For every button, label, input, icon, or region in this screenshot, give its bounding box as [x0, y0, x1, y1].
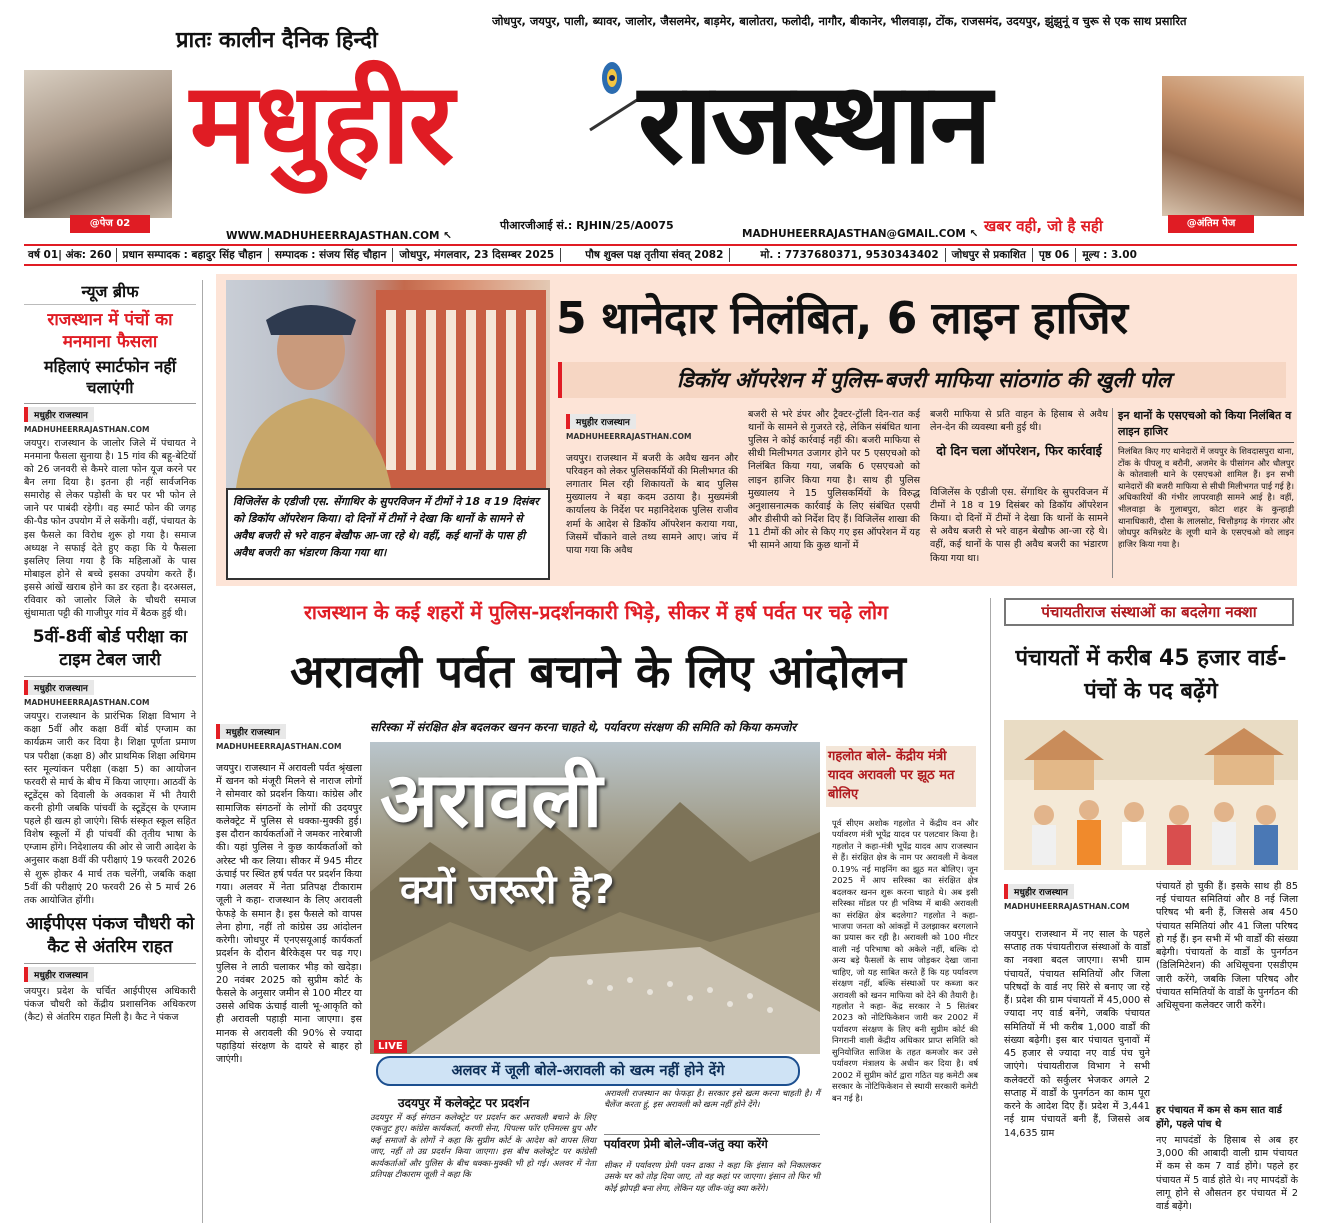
lead-col-divider: [1112, 408, 1113, 578]
gehlot-headline: गहलोत बोले- केंद्रीय मंत्री यादव अरावली पर झूठ मत बोलिए: [826, 746, 976, 807]
lead-byline: मधुहीर राजस्थान MADHUHEERRAJASTHAN.COM: [566, 414, 736, 441]
julie-quote: अरावली राजस्थान का फेफड़ा है। सरकार इसे खत्म करना चाहती है। मैं चैलेंज करता हूं, इस अरावली को खत्म नहीं होने देंगे।: [604, 1088, 820, 1110]
lead-col3-heading: दो दिन चला ऑपरेशन, फिर कार्रवाई: [936, 443, 1102, 458]
story2-byline: मधुहीर राजस्थान MADHUHEERRAJASTHAN.COM: [24, 676, 196, 707]
info-bar: [24, 244, 1297, 266]
story1-byline: मधुहीर राजस्थान MADHUHEERRAJASTHAN.COM: [24, 403, 196, 434]
published-from: जोधपुर से प्रकाशित: [946, 248, 1033, 262]
lead-photo-caption: विजिलेंस के एडीजी एस. सेंगाथिर के सुपरविजन में टीमों ने 18 व 19 दिसंबर को डिकॉय ऑपरेशन किया। दो दिनों में टीमों ने देखा कि थानों के सामने से अवैध बजरी से भरे वाहन बेखौफ आ-जा रहे थे। वहीं, कई थानों के पास ही अवैध बजरी का भंडारण किया गया था।: [226, 488, 550, 580]
issue-number: वर्ष 01| अंक: 260: [24, 248, 117, 262]
panchayat-byline: मधुहीर राजस्थान MADHUHEERRAJASTHAN.COM: [1004, 884, 1150, 911]
story1-body: जयपुर। राजस्थान के जालोर जिले में पंचायत ने मनमाना फैसला सुनाया है। 15 गांव की बहू-बेटियों को 26 जनवरी से कैमरे वाला फोन यूज करने पर बैन लगा दिया है। इतना ही नहीं सार्वजनिक समारोह से लेकर पड़ोसी के घर पर भी फोन ले जाने पर पाबंदी रहेगी। वह स्मार्ट फोन की जगह की-पैड फोन उपयोग में ले सकेंगी। वहीं, पंचायत के इस फैसले का विरोध शुरू हो गया है। समाज अध्यक्ष ने सफाई देते हुए कहा कि ये फैसला इसलिए लिया गया है कि महिलाओं के पास मोबाइल होने से बच्चे इसका उपयोग करते हैं। इससे आंखें खराब होने का डर रहता है। दरअसल, रविवार को जालोर जिले के चौधरी समाज सुंधामाता पट्टी की गाजीपुर गांव में बैठक हुई थी।: [24, 437, 196, 620]
lead-photo: [226, 280, 550, 488]
lead-col3-body: विजिलेंस के एडीजी एस. सेंगाथिर के सुपरविजन में टीमों ने 18 व 19 दिसंबर को डिकॉय ऑपरेशन किया। दो दिनों में टीमों ने देखा कि थानों के सामने से अवैध बजरी से भरे वाहन बेखौफ आ-जा रहे थे। वहीं, कई थानों के पास ही अवैध बजरी का भंडारण किया गया था।: [930, 487, 1108, 564]
aravali-byline: मधुहीर राजस्थान MADHUHEERRAJASTHAN.COM: [216, 724, 362, 751]
editor: सम्पादक : संजय सिंह चौहान: [269, 248, 393, 262]
panchayat-divider: [990, 598, 991, 1223]
story3-headline: आईपीएस पंकज चौधरी को कैट से अंतरिम राहत: [25, 913, 195, 957]
story2-headline: 5वीं-8वीं बोर्ड परीक्षा का टाइम टेबल जारी: [32, 627, 188, 671]
panchayat-headline: पंचायतों में करीब 45 हजार वार्ड-पंचों के पद बढ़ेंगे: [1015, 646, 1287, 704]
email-link[interactable]: MADHUHEERRAJASTHAN@GMAIL.COM ↖: [742, 228, 979, 240]
aravali-image-subtitle: क्यों जरूरी है?: [400, 867, 615, 913]
left-masthead-photo: [24, 70, 172, 218]
environment-body: सीकर में पर्यावरण प्रेमी पवन ढाका ने कहा कि इंसान को निकालकर उसके घर को तोड़ दिया जाए, तो वह कहां पर जाएगा। इंसान तो फिर भी कोई झोपड़ी बना लेगा, लेकिन यह जीव-जंतु क्या करेंगे।: [604, 1160, 820, 1193]
aravali-body: जयपुर। राजस्थान में अरावली पर्वत श्रृंखला में खनन को मंजूरी मिलने से नाराज लोगों ने सोमवार को प्रदर्शन किया। कांग्रेस और सामाजिक संगठनों के लोगों की उदयपुर कलेक्ट्रेट में पुलिस से धक्का-मुक्की हुई। इस दौरान कार्यकर्ताओं ने जमकर नारेबाजी की। यहां पुलिस ने कुछ कार्यकर्ताओं को अरेस्ट भी कर लिया। सीकर में 945 मीटर ऊंचाई पर स्थित हर्ष पर्वत पर प्रदर्शन किया गया। अलवर में नेता प्रतिपक्ष टीकाराम जूली ने कहा- राजस्थान के लिए अरावली फेफड़े के समान है। इस फैसले को वापस लेना होगा, नहीं तो कांग्रेस उग्र आंदोलन करेगी। जोधपुर में एनएसयूआई कार्यकर्ता प्रदर्शन के दौरान बैरिकेड्स पर चढ़ गए। पुलिस ने लाठी चलाकर भीड़ को खदेड़ा। 20 नवंबर 2025 को सुप्रीम कोर्ट के फैसले के अनुसार जमीन से 100 मीटर या उससे अधिक ऊंचाई वाली भू-आकृति को ही अरावली पहाड़ी माना जाएगा। इस मानक से अरावली की 90% से ज्यादा पहाड़ियां संरक्षण के दायरे से बाहर हो जाएंगी।: [216, 763, 362, 1066]
lead-headline: 5 थानेदार निलंबित, 6 लाइन हाजिर: [556, 293, 1128, 344]
page-number: पृष्ठ 06: [1033, 248, 1076, 262]
news-brief-sidebar: [24, 280, 196, 1223]
lead-subhead: डिकॉय ऑपरेशन में पुलिस-बजरी माफिया सांठगांठ की खुली पोल: [558, 362, 1286, 398]
website-link[interactable]: WWW.MADHUHEERRAJASTHAN.COM ↖: [226, 230, 452, 242]
cities-line: जोधपुर, जयपुर, पाली, ब्यावर, जालोर, जैसलमेर, बाड़मेर, बालोतरा, फलोदी, नागौर, बीकानेर, भीलवाड़ा, टोंक, राजसमंद, उदयपुर, झुंझुनूं व चुरू से एक साथ प्रसारित: [492, 14, 1187, 28]
lead-col2: बजरी से भरे डंपर और ट्रैक्टर-ट्रॉली दिन-रात कई थानों के सामने से गुजरते रहे, लेकिन संबंधित थाना पुलिस ने कोई कार्रवाई नहीं की। बजरी माफिया से सीधी मिलीभगत उजागर होने पर 5 एसएचओ को निलंबित किया गया, जबकि 6 एसएचओ को लाइन हाजिर किया गया है। साथ ही पुलिस मुख्यालय ने 15 पुलिसकर्मियों के विरुद्ध अनुशासनात्मक कार्रवाई के लिए संबंधित एसपी और डीसीपी को निर्देश दिए हैं। विजिलेंस शाखा की 11 टीमों की ओर से किए गए इस ऑपरेशन में यह भी सामने आया कि कुछ थानों में: [748, 409, 920, 552]
masthead-tagline: प्रातः कालीन दैनिक हिन्दी: [176, 27, 378, 53]
lead-col1: जयपुर। राजस्थान में बजरी के अवैध खनन और परिवहन को लेकर पुलिसकर्मियों की मिलीभगत की लगातार मिल रही शिकायतों के बाद पुलिस मुख्यालय ने बड़ा कदम उठाया है। मुख्यमंत्री कार्यालय के निर्देश पर महानिदेशक पुलिस राजीव शर्मा के आदेश से डिकॉय ऑपरेशन कराया गया, जिसमें चौंकाने वाले तथ्य सामने आए। जांच में पाया गया कि अवैध: [566, 453, 738, 556]
live-badge: LIVE: [374, 1040, 407, 1053]
lead-col3-top: बजरी माफिया से प्रति वाहन के हिसाब से अवैध लेन-देन की व्यवस्था बनी हुई थी।: [930, 409, 1108, 434]
issue-date: जोधपुर, मंगलवार, 23 दिसम्बर 2025: [393, 248, 561, 262]
panchayat-col2-top: पंचायतें हो चुकी हैं। इसके साथ ही 85 नई पंचायत समितियां और 8 नई जिला परिषद भी बनी हैं, जिससे अब 450 पंचायत समितियां और 41 जिला परिषद हो गई हैं। इन सभी में भी वार्डों की संख्या बढ़ेगी। पंचायतों के वार्डों के पुनर्गठन (डिलिमिटेशन) की अधिसूचना एसडीएम जारी करेंगे, जबकि जिला परिषद और पंचायत समितियों के वार्डों के पुनर्गठन की अधिसूचना कलेक्टर जारी करेंगे।: [1156, 881, 1298, 1012]
udaipur-body: उदयपुर में कई संगठन कलेक्ट्रेट पर प्रदर्शन कर अरावली बचाने के लिए एकजुट हुए। कांग्रेस कार्यकर्ता, करणी सेना, पिपल्स फॉर एनिमल्स ग्रुप और कई समाजों के लोगों ने कहा कि सुप्रीम कोर्ट के आदेश को वापस लिया जाए, नहीं तो उग्र प्रदर्शन किया जाएगा। इस बीच कलेक्ट्रेट पर कांग्रेसी कार्यकर्ताओं और पुलिस के बीच धक्का-मुक्की भी हो गई। अलवर में नेता प्रतिपक्ष टीकाराम जूली ने कहा कि: [370, 1112, 596, 1180]
udaipur-heading: उदयपुर में कलेक्ट्रेट पर प्रदर्शन: [398, 1096, 530, 1110]
chief-editor: प्रधान सम्पादक : बहादुर सिंह चौहान: [117, 248, 269, 262]
story3-body: जयपुर। प्रदेश के चर्चित आईपीएस अधिकारी पंकज चौधरी को केंद्रीय प्रशासनिक अधिकरण (कैट) से अंतरिम राहत मिली है। कैट ने पंकज: [24, 985, 196, 1023]
story1-subhead: महिलाएं स्मार्टफोन नहीं चलाएंगी: [43, 357, 177, 397]
lead-box-body: निलंबित किए गए थानेदारों में जयपुर के शिवदासपुरा थाना, टोंक के पीपलू व बरौनी, अजमेर के पीसांगन और धौलपुर के कोतवाली थाने के एसएचओ शामिल हैं। इन सभी थानेदारों की बजरी माफिया से सीधी मिलीभगत पाई गई है। अधिकारियों की गंभीर लापरवाही सामने आई है। वहीं, भीलवाड़ा के गुलाबपुरा, कोटा शहर के कुन्हाड़ी थानाधिकारी, दौसा के लालसोट, चित्तौड़गढ़ के गंगरार और जोधपुर कमिश्नरेट के लूणी थाने के एसएचओ को लाइन हाजिर किया गया है।: [1118, 446, 1294, 549]
panchayat-illustration: [1004, 720, 1298, 870]
left-photo-tag[interactable]: @पेज 02: [70, 215, 150, 233]
news-brief-heading: न्यूज ब्रीफ: [24, 280, 196, 305]
gehlot-body: पूर्व सीएम अशोक गहलोत ने केंद्रीय वन और पर्यावरण मंत्री भूपेंद्र यादव पर पलटवार किया है। गहलोत ने कहा-मंत्री भूपेंद्र यादव आप राजस्थान से हैं। संरक्षित क्षेत्र के नाम पर अरावली में केवल 0.19% नई माइनिंग का झूठ मत बोलिए। जून 2025 में आप सरिस्का का संरक्षित क्षेत्र बदलकर खनन शुरू करना चाहते थे। अब इसी सरिस्का मॉडल पर ही भविष्य में बाकी अरावली का संरक्षित क्षेत्र बदलेगा? गहलोत ने कहा- भाजपा जनता को आंकड़ों में उलझाकर बरगलाने का प्रयास कर रही है। अरावली को 100 मीटर वाली नई परिभाषा को अकेले नहीं, बल्कि दो अन्य बड़े फैसलों के साथ जोड़कर देखा जाना चाहिए, जो यह साबित करते हैं कि यह पर्यावरण संरक्षण नहीं, बल्कि संस्थाओं पर कब्जा कर अरावली को खनन माफिया को देने की तैयारी है। गहलोत ने कहा- केंद्र सरकार ने 5 सितंबर 2023 को नोटिफिकेशन जारी कर 2002 में पर्यावरण संरक्षण के लिए बनी सुप्रीम कोर्ट की निगरानी वाली केंद्रीय अधिकार प्राप्त समिति को सुनियोजित साजिश के तहत कमजोर कर उसे पर्यावरण मंत्रालय के अधीन कर दिया है। वर्ष 2002 में सुप्रीम कोर्ट द्वारा गठित यह कमेटी अब सरकार के नोटिफिकेशन से स्थायी सरकारी कमेटी बन गई है।: [832, 818, 978, 1103]
panchayat-col2-body: नए मापदंडों के हिसाब से अब हर 3,000 की आबादी वाली ग्राम पंचायत में कम से कम 7 वार्ड होंगे। पहले हर पंचायत में 5 वार्ड होते थे। नए मापदंडों के लागू होने से औसतन हर पंचायत में 2 वार्ड बढ़ेंगे।: [1156, 1135, 1298, 1213]
environment-heading: पर्यावरण प्रेमी बोले-जीव-जंतु क्या करेंगे: [604, 1134, 820, 1152]
phone-numbers: मो. : 7737680371, 9530343402: [730, 248, 945, 262]
aravali-headline: अरावली पर्वत बचाने के लिए आंदोलन: [290, 645, 906, 698]
cursor-icon: ↖: [443, 230, 452, 242]
story2-body: जयपुर। राजस्थान के प्रारंभिक शिक्षा विभाग ने कक्षा 5वीं और कक्षा 8वीं बोर्ड एग्जाम का कार्यक्रम जारी कर दिया है। शिक्षा पूर्णता प्रमाण पत्र परीक्षा (कक्षा 8) और प्राथमिक शिक्षा अधिगम स्तर मूल्यांकन परीक्षा (कक्षा 5) का आयोजन फरवरी से मार्च के बीच में किया जाएगा। आठवीं के स्टूडेंट्स को दिवाली के अवकाश में भी तैयारी करनी होगी जबकि पांचवीं के स्टूडेंट्स के एग्जाम पहले ही खत्म हो जाएंगे। सिर्फ संस्कृत स्कूल सहित विशेष स्कूलों में ही पांचवीं की तृतीय भाषा के एग्जाम होंगे। निदेशालय की ओर से जारी आदेश के अनुसार कक्षा 8वीं की परीक्षाएं 19 फरवरी 2026 से शुरू होकर 4 मार्च तक चलेंगी, जबकि कक्षा 5वीं की परीक्षाएं 20 फरवरी 26 से 5 मार्च 26 तक आयोजित होंगी।: [24, 711, 196, 906]
julie-bar: अलवर में जूली बोले-अरावली को खत्म नहीं होने देंगे: [376, 1056, 800, 1086]
story3-byline: मधुहीर राजस्थान: [24, 963, 196, 982]
aravali-image-title: अरावली: [380, 755, 603, 844]
lead-box-heading: इन थानों के एसएचओ को किया निलंबित व लाइन हाजिर: [1118, 408, 1294, 443]
aravali-image-strap: सरिस्का में संरक्षित क्षेत्र बदलकर खनन करना चाहते थे, पर्यावरण संरक्षण की समिति को किया कमजोर: [370, 720, 797, 734]
panchayat-col1: जयपुर। राजस्थान में नए साल के पहले सप्ताह तक पंचायतीराज संस्थाओं के वार्डों का नक्शा बदल जाएगा। सभी ग्राम पंचायतें, पंचायत समितियों और जिला परिषदों के वार्ड नए सिरे से बनाए जा रहे हैं। प्रदेश की ग्राम पंचायतों में 45,000 से ज्यादा नए वार्ड बनेंगे, जबकि पंचायत समितियों में भी करीब 1,000 वार्डों की संख्या बढ़ेगी। इस बार पंचायत चुनावों में 45 हजार से ज्यादा नए वार्ड पंच चुने जाएंगे। पंचायतीराज विभाग ने सभी कलेक्टरों को सर्कुलर भेजकर अगले 2 सप्ताह में वार्डों के पुनर्गठन का काम पूरा करने के आदेश दिए हैं। प्रदेश में 3,441 नई ग्राम पंचायतें बनी हैं, जिससे अब 14,635 ग्राम: [1004, 929, 1150, 1139]
samvat-date: पौष शुक्ल पक्ष तृतीया संवत् 2082: [561, 248, 730, 262]
prgi-number: पीआरजीआई सं.: RJHIN/25/A0075: [500, 219, 674, 232]
masthead-title-right: राजस्थान: [638, 59, 990, 189]
aravali-kicker: राजस्थान के कई शहरों में पुलिस-प्रदर्शनकारी भिड़े, सीकर में हर्ष पर्वत पर चढ़े लोग: [303, 601, 889, 624]
right-masthead-photo: [1162, 76, 1304, 216]
sidebar-divider: [202, 280, 203, 1223]
slogan: खबर वही, जो है सही: [984, 217, 1103, 235]
masthead-title-left: मधुहीर: [190, 59, 453, 189]
price: मूल्य : 3.00: [1082, 249, 1137, 261]
logo-flute-icon: [582, 60, 642, 140]
cursor-icon: ↖: [969, 228, 979, 240]
panchayat-col2-heading: हर पंचायत में कम से कम सात वार्ड होंगे, पहले पांच थे: [1156, 1105, 1282, 1131]
panchayat-kicker: पंचायतीराज संस्थाओं का बदलेगा नक्शा: [1004, 598, 1294, 626]
story1-headline: राजस्थान में पंचों का मनमाना फैसला: [47, 310, 173, 353]
right-photo-tag[interactable]: @अंतिम पेज: [1168, 215, 1254, 233]
